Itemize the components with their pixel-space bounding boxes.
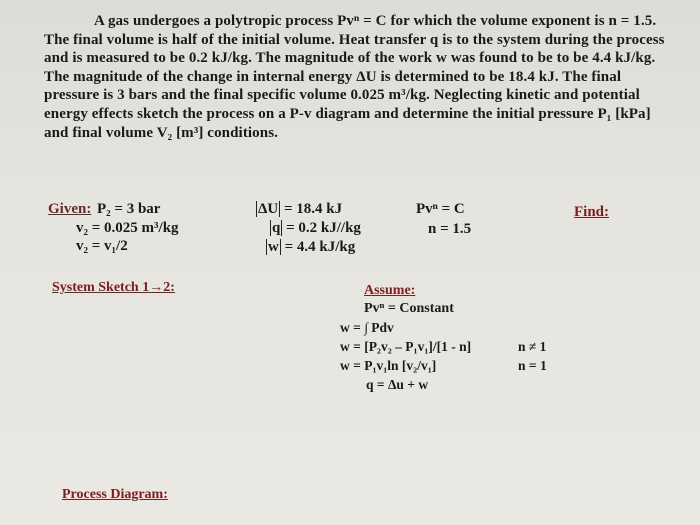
work-value: = 4.4 kJ/kg [284,239,356,255]
given-v2: v₂ = 0.025 m³/kg [76,220,179,236]
heat-symbol: q [272,220,281,236]
find-label: Find: [574,204,610,220]
given-p2: P₂ = 3 bar [97,201,161,217]
problem-statement: A gas undergoes a polytropic process Pvⁿ = C for which the volume exponent is n = 1.5. The final volume is half of the initial volume. Heat transfer q is to the system during the process and is measured to be 0.2 kJ/kg. The magnitude of the work w was found to be to be 4.4 kJ/kg. The magnitude of the change in internal energy ΔU is determined to be 18.4 kJ. The final pressure is 3 bars and the final specific volume 0.025 m³/kg. Neglecting kinetic and potential energy effects sketch the process on a P-v diagram and determine the initial pressure P₁ [kPa] and final volume V₂ [m³] conditions. [44,13,665,141]
assume-label: Assume: [364,283,416,298]
heat-row [270,220,361,237]
process-diagram-label: Process Diagram: [62,487,168,502]
first-law: q = Δu + w [366,377,429,392]
work-row [266,239,355,256]
assume-constant: Pvⁿ = Constant [364,301,454,316]
work-polytropic: w = [P₂v₂ – P₁v₁]/[1 - n] [340,339,472,354]
process-law: Pvⁿ = C [416,201,465,217]
work-symbol: w [268,239,279,255]
given-v2-ratio: v₂ = v₁/2 [76,238,128,254]
condition-polytropic: n ≠ 1 [518,339,547,354]
work-definition: w = ∫ Pdv [340,320,394,335]
delta-u-symbol: ΔU [258,201,279,217]
heat-value: = 0.2 kJ//kg [286,220,361,236]
work-isothermal: w = P₁v₁ln [v₂/v₁] [340,358,437,373]
condition-isothermal: n = 1 [518,358,547,373]
process-exponent: n = 1.5 [428,221,472,237]
given-label: Given: [48,201,92,217]
delta-u-row [256,201,342,218]
system-sketch-label: System Sketch 1→2: [52,280,175,295]
delta-u-value: = 18.4 kJ [284,201,343,217]
